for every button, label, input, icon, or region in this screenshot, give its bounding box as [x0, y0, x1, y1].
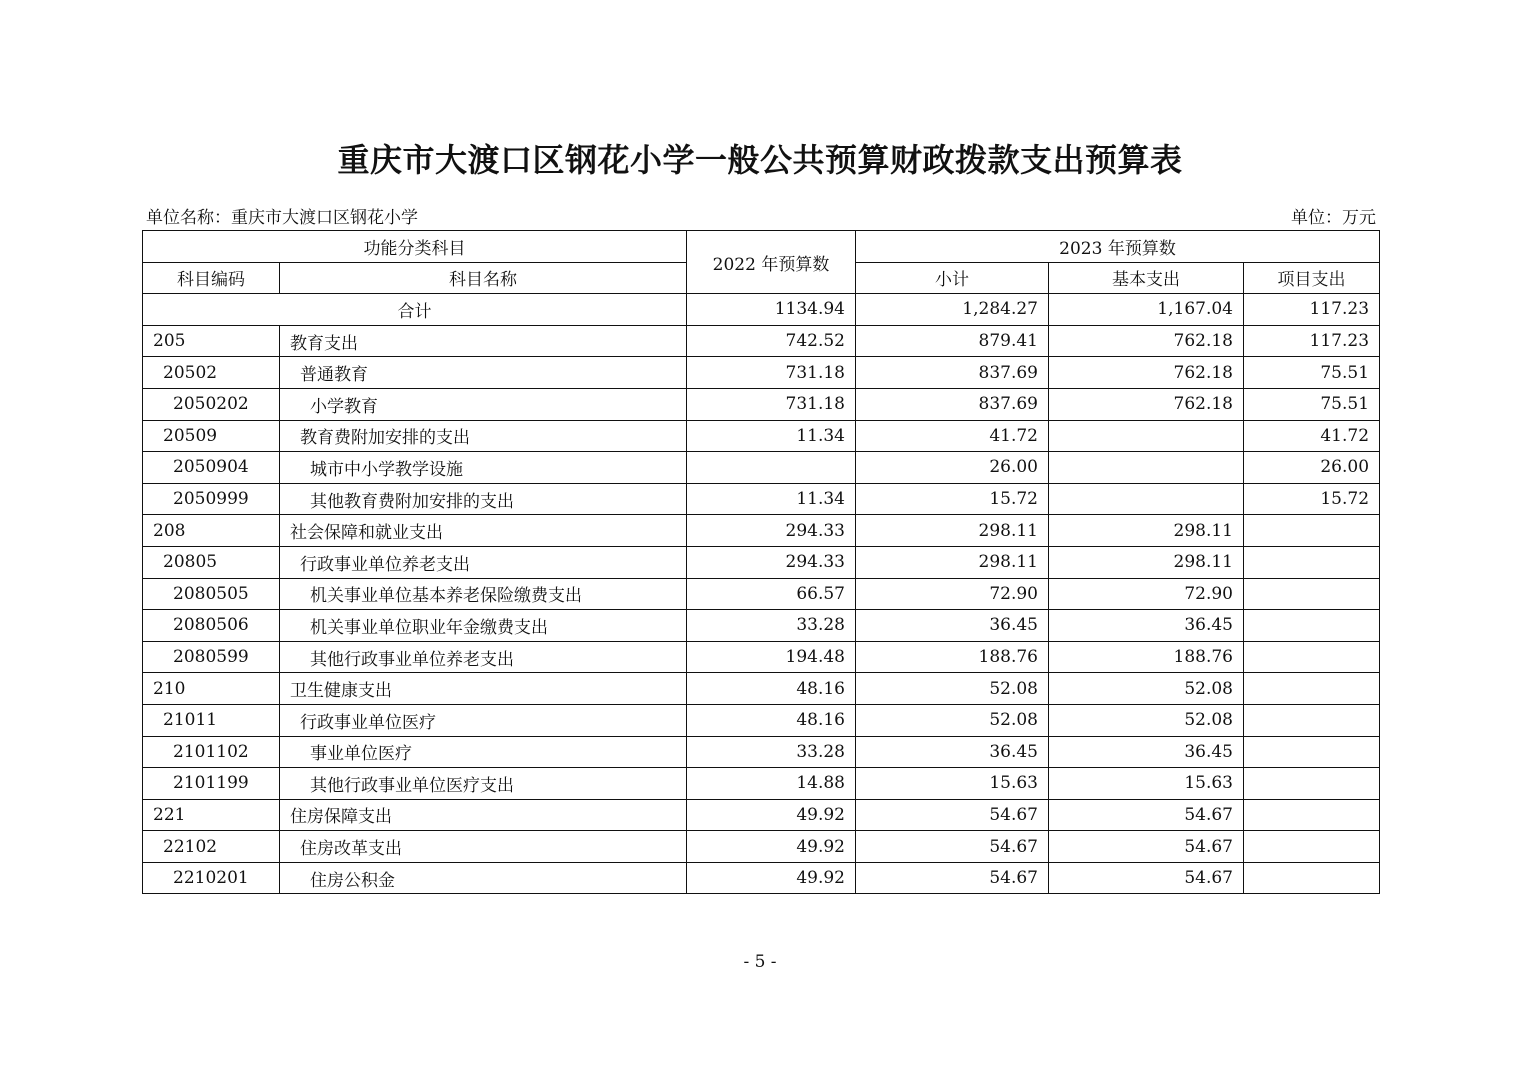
cell-project [1244, 768, 1380, 800]
unit-name-label: 单位名称：重庆市大渡口区钢花小学 [146, 208, 418, 228]
cell-code: 20502 [143, 357, 280, 389]
cell-name: 教育支出 [280, 325, 687, 357]
table-row [143, 736, 1380, 768]
cell-basic [1049, 452, 1244, 484]
cell-basic: 762.18 [1049, 388, 1244, 420]
cell-project: 26.00 [1244, 452, 1380, 484]
cell-subtotal: 54.67 [856, 862, 1049, 894]
cell-subtotal: 54.67 [856, 799, 1049, 831]
cell-b2022: 48.16 [687, 704, 856, 736]
cell-name: 行政事业单位养老支出 [280, 546, 687, 578]
cell-project [1244, 673, 1380, 705]
cell-project [1244, 831, 1380, 863]
total-basic: 1,167.04 [1049, 294, 1244, 326]
table-row [143, 483, 1380, 515]
cell-b2022: 49.92 [687, 862, 856, 894]
cell-name: 事业单位医疗 [280, 736, 687, 768]
cell-project: 41.72 [1244, 420, 1380, 452]
cell-project: 15.72 [1244, 483, 1380, 515]
cell-project: 75.51 [1244, 388, 1380, 420]
cell-code: 221 [143, 799, 280, 831]
cell-b2022 [687, 452, 856, 484]
cell-code: 205 [143, 325, 280, 357]
cell-code: 2210201 [143, 862, 280, 894]
cell-code: 22102 [143, 831, 280, 863]
cell-subtotal: 837.69 [856, 388, 1049, 420]
cell-subtotal: 52.08 [856, 673, 1049, 705]
cell-subtotal: 36.45 [856, 736, 1049, 768]
cell-code: 2080506 [143, 610, 280, 642]
cell-basic: 762.18 [1049, 357, 1244, 389]
cell-name: 其他行政事业单位养老支出 [280, 641, 687, 673]
cell-name: 住房公积金 [280, 862, 687, 894]
cell-basic [1049, 420, 1244, 452]
cell-basic: 36.45 [1049, 610, 1244, 642]
cell-basic: 72.90 [1049, 578, 1244, 610]
cell-code: 2080599 [143, 641, 280, 673]
table-row [143, 388, 1380, 420]
cell-b2022: 294.33 [687, 546, 856, 578]
table-row [143, 325, 1380, 357]
cell-code: 2080505 [143, 578, 280, 610]
cell-basic: 762.18 [1049, 325, 1244, 357]
cell-code: 2050904 [143, 452, 280, 484]
cell-subtotal: 54.67 [856, 831, 1049, 863]
header-budget-2022: 2022 年预算数 [687, 231, 856, 294]
cell-basic: 188.76 [1049, 641, 1244, 673]
cell-name: 行政事业单位医疗 [280, 704, 687, 736]
table-row [143, 799, 1380, 831]
cell-name: 卫生健康支出 [280, 673, 687, 705]
total-b2022: 1134.94 [687, 294, 856, 326]
total-label: 合计 [143, 294, 687, 326]
cell-b2022: 48.16 [687, 673, 856, 705]
header-basic: 基本支出 [1049, 262, 1244, 294]
cell-code: 20805 [143, 546, 280, 578]
document-title: 重庆市大渡口区钢花小学一般公共预算财政拨款支出预算表 [337, 141, 1183, 179]
table-row [143, 641, 1380, 673]
cell-code: 21011 [143, 704, 280, 736]
cell-name: 住房保障支出 [280, 799, 687, 831]
cell-name: 社会保障和就业支出 [280, 515, 687, 547]
cell-name: 教育费附加安排的支出 [280, 420, 687, 452]
cell-name: 其他行政事业单位医疗支出 [280, 768, 687, 800]
cell-basic: 15.63 [1049, 768, 1244, 800]
cell-project [1244, 578, 1380, 610]
cell-subtotal: 15.72 [856, 483, 1049, 515]
header-project: 项目支出 [1244, 262, 1380, 294]
table-row [143, 610, 1380, 642]
header-name: 科目名称 [280, 262, 687, 294]
cell-b2022: 731.18 [687, 388, 856, 420]
cell-basic: 52.08 [1049, 673, 1244, 705]
header-budget-2023: 2023 年预算数 [856, 231, 1380, 263]
cell-name: 机关事业单位基本养老保险缴费支出 [280, 578, 687, 610]
cell-b2022: 194.48 [687, 641, 856, 673]
total-row [143, 294, 1380, 326]
table-row [143, 420, 1380, 452]
table-row [143, 831, 1380, 863]
cell-subtotal: 26.00 [856, 452, 1049, 484]
cell-name: 小学教育 [280, 388, 687, 420]
header-code: 科目编码 [143, 262, 280, 294]
cell-project [1244, 862, 1380, 894]
cell-b2022: 731.18 [687, 357, 856, 389]
cell-basic: 52.08 [1049, 704, 1244, 736]
table-row [143, 768, 1380, 800]
cell-subtotal: 298.11 [856, 515, 1049, 547]
table-row [143, 704, 1380, 736]
cell-project: 117.23 [1244, 325, 1380, 357]
page-number: - 5 - [743, 952, 777, 972]
cell-code: 2050202 [143, 388, 280, 420]
cell-basic: 298.11 [1049, 546, 1244, 578]
cell-project: 75.51 [1244, 357, 1380, 389]
table-row [143, 452, 1380, 484]
cell-basic: 54.67 [1049, 799, 1244, 831]
cell-subtotal: 15.63 [856, 768, 1049, 800]
cell-basic: 54.67 [1049, 862, 1244, 894]
table-row [143, 862, 1380, 894]
cell-basic: 298.11 [1049, 515, 1244, 547]
cell-subtotal: 298.11 [856, 546, 1049, 578]
cell-name: 其他教育费附加安排的支出 [280, 483, 687, 515]
total-subtotal: 1,284.27 [856, 294, 1049, 326]
cell-b2022: 294.33 [687, 515, 856, 547]
table-row [143, 673, 1380, 705]
table-row [143, 578, 1380, 610]
cell-subtotal: 52.08 [856, 704, 1049, 736]
cell-subtotal: 837.69 [856, 357, 1049, 389]
cell-b2022: 49.92 [687, 831, 856, 863]
cell-project [1244, 799, 1380, 831]
cell-b2022: 742.52 [687, 325, 856, 357]
unit-label: 单位：万元 [1291, 208, 1376, 228]
cell-name: 住房改革支出 [280, 831, 687, 863]
header-func-class: 功能分类科目 [143, 231, 687, 263]
cell-subtotal: 188.76 [856, 641, 1049, 673]
cell-project [1244, 736, 1380, 768]
cell-project [1244, 641, 1380, 673]
cell-name: 城市中小学教学设施 [280, 452, 687, 484]
cell-code: 2101199 [143, 768, 280, 800]
table-body [143, 231, 1380, 894]
cell-subtotal: 41.72 [856, 420, 1049, 452]
cell-project [1244, 704, 1380, 736]
budget-table [142, 230, 1380, 894]
cell-b2022: 11.34 [687, 420, 856, 452]
cell-code: 210 [143, 673, 280, 705]
cell-name: 机关事业单位职业年金缴费支出 [280, 610, 687, 642]
cell-b2022: 33.28 [687, 610, 856, 642]
total-project: 117.23 [1244, 294, 1380, 326]
cell-b2022: 33.28 [687, 736, 856, 768]
cell-subtotal: 36.45 [856, 610, 1049, 642]
cell-basic [1049, 483, 1244, 515]
table-row [143, 546, 1380, 578]
table-row [143, 515, 1380, 547]
cell-code: 208 [143, 515, 280, 547]
cell-b2022: 66.57 [687, 578, 856, 610]
cell-project [1244, 546, 1380, 578]
cell-b2022: 49.92 [687, 799, 856, 831]
cell-subtotal: 879.41 [856, 325, 1049, 357]
cell-b2022: 11.34 [687, 483, 856, 515]
cell-subtotal: 72.90 [856, 578, 1049, 610]
cell-basic: 36.45 [1049, 736, 1244, 768]
cell-b2022: 14.88 [687, 768, 856, 800]
table-row [143, 357, 1380, 389]
header-row-1 [143, 231, 1380, 263]
cell-basic: 54.67 [1049, 831, 1244, 863]
cell-name: 普通教育 [280, 357, 687, 389]
cell-code: 2050999 [143, 483, 280, 515]
cell-code: 20509 [143, 420, 280, 452]
cell-code: 2101102 [143, 736, 280, 768]
header-subtotal: 小计 [856, 262, 1049, 294]
cell-project [1244, 515, 1380, 547]
cell-project [1244, 610, 1380, 642]
